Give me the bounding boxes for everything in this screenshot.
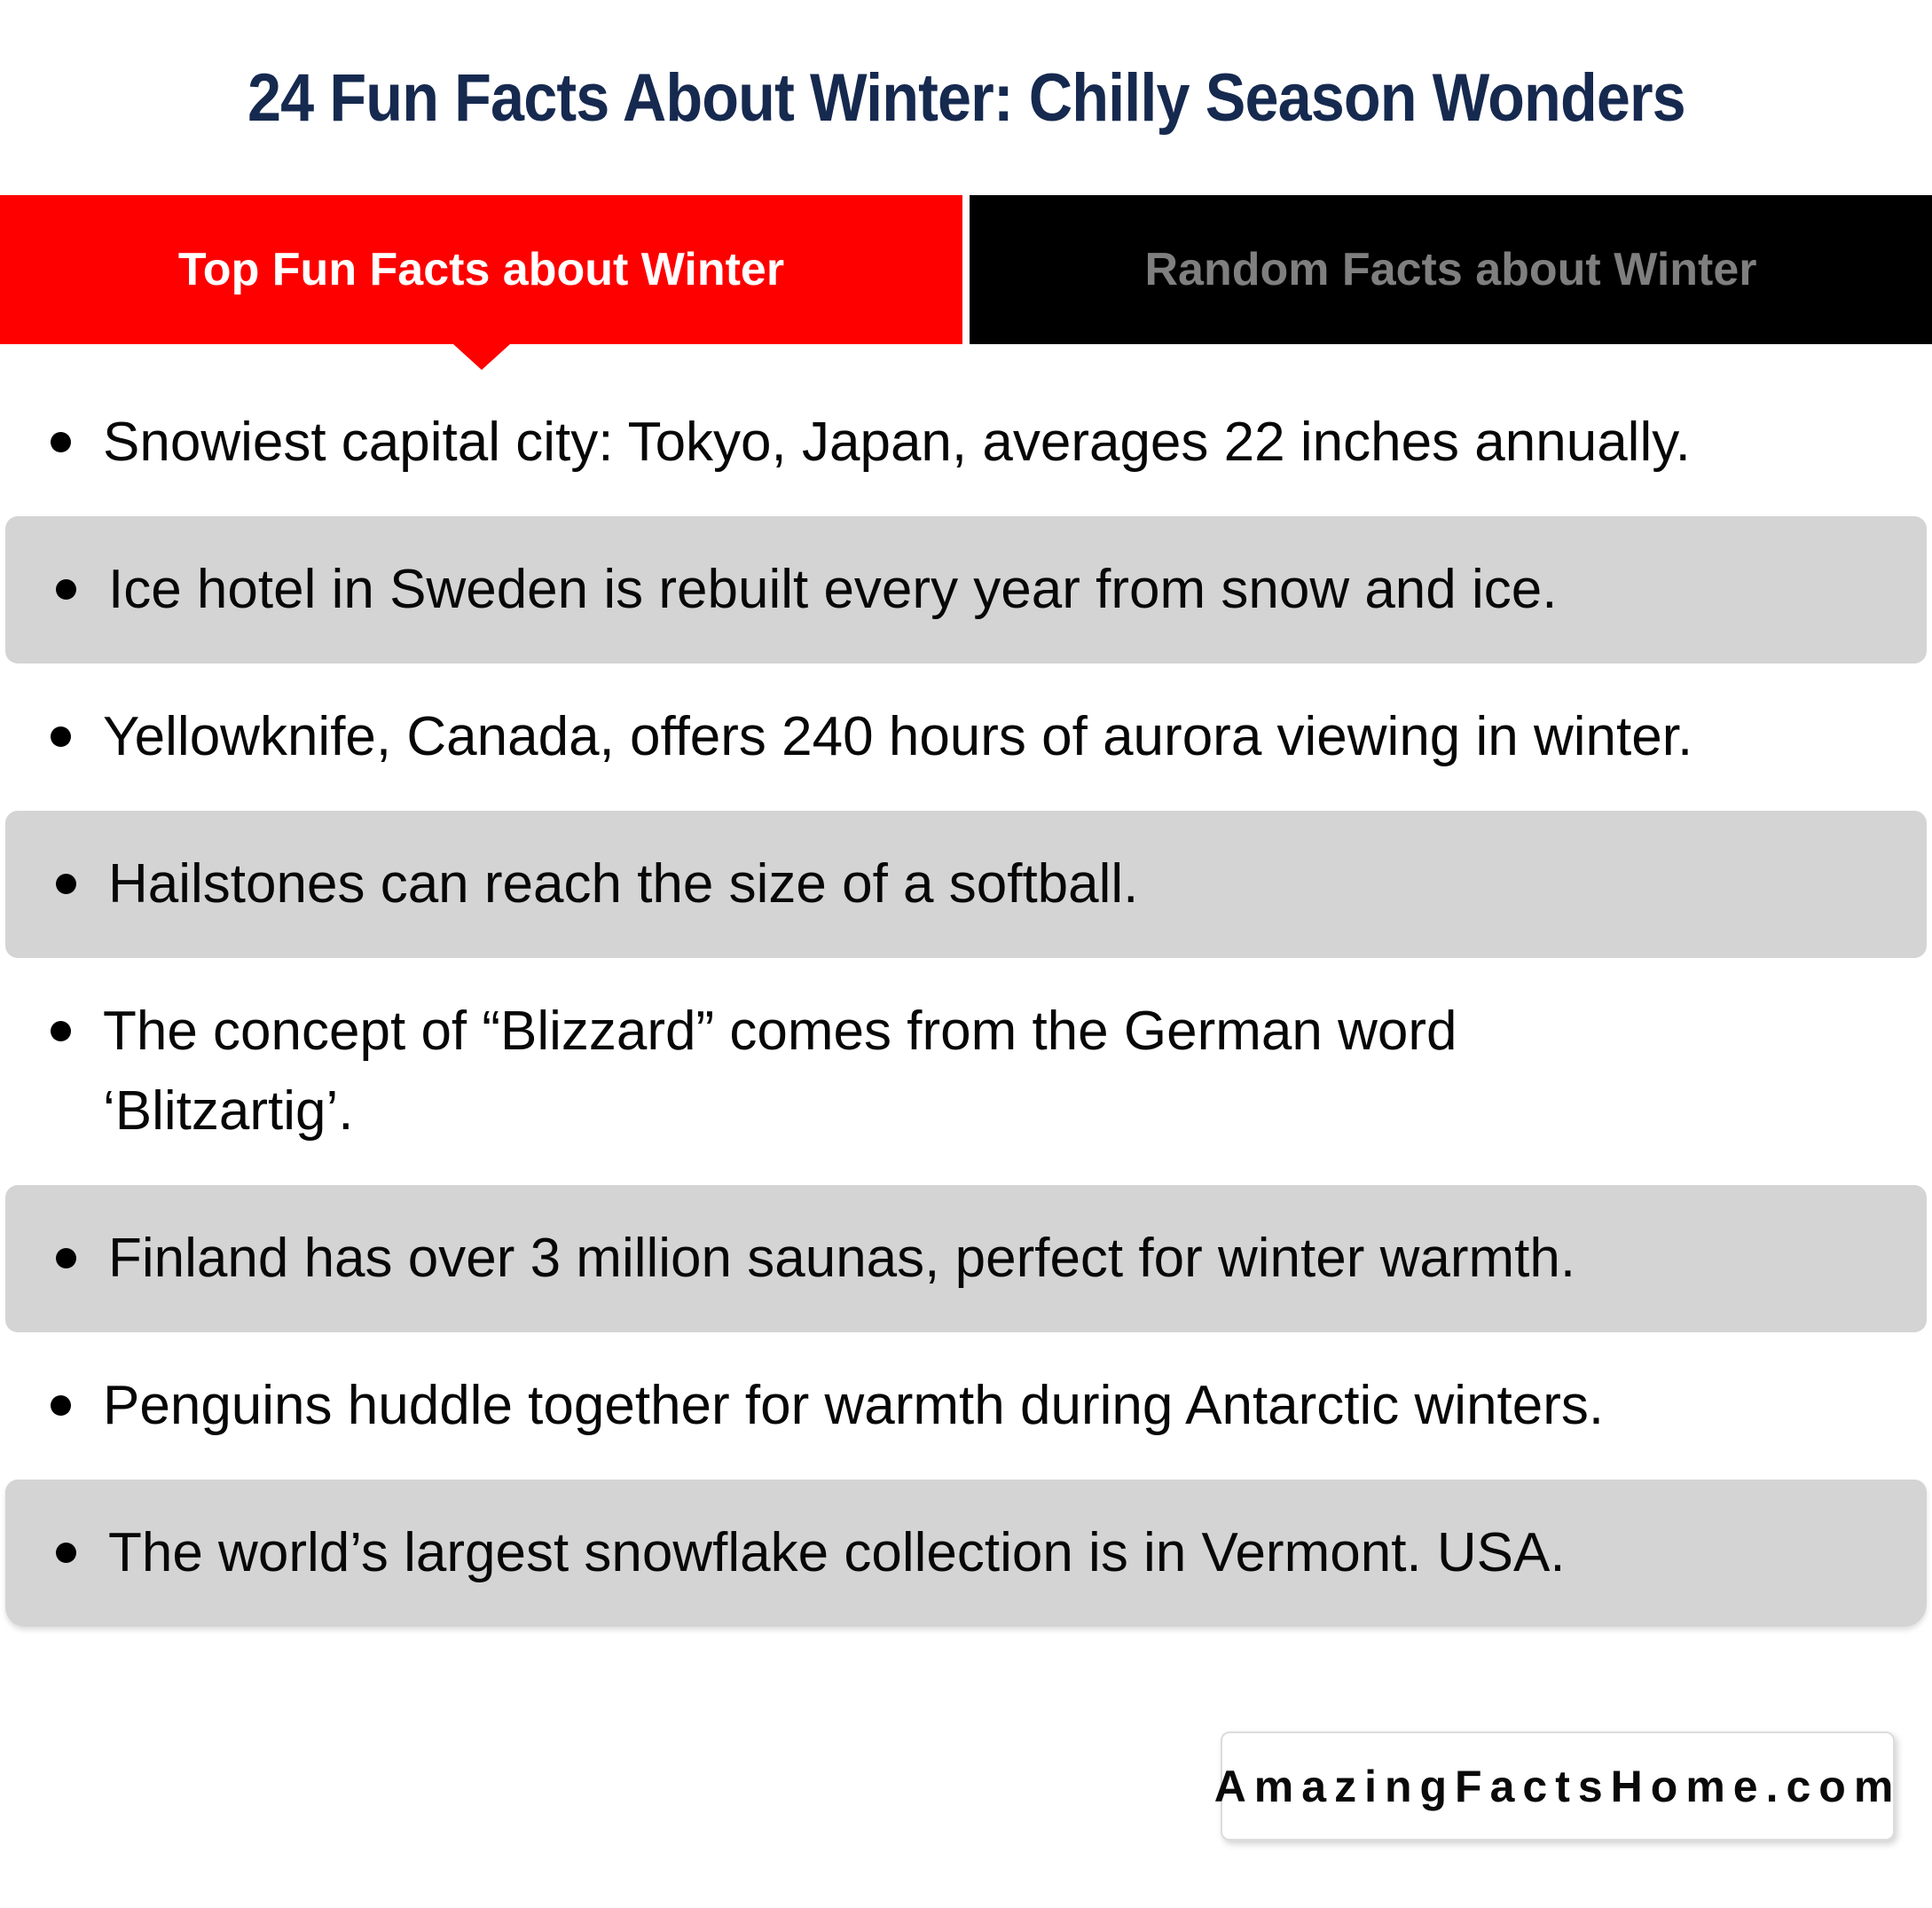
tab-top-fun-facts-label: Top Fun Facts about Winter xyxy=(177,244,785,295)
fact-item xyxy=(0,958,1932,1185)
tab-random-facts[interactable] xyxy=(970,195,1932,344)
fact-text: Hailstones can reach the size of a softball. xyxy=(108,853,1139,915)
fact-item xyxy=(5,1185,1927,1332)
fact-text: The world’s largest snowflake collection is in Vermont. USA. xyxy=(108,1522,1566,1583)
fact-text: Ice hotel in Sweden is rebuilt every year from snow and ice. xyxy=(108,559,1558,620)
bullet-icon xyxy=(51,1021,71,1041)
facts-list xyxy=(0,369,1932,1627)
active-tab-pointer-icon xyxy=(453,344,510,370)
tab-top-fun-facts[interactable] xyxy=(0,195,962,344)
fact-text: Yellowknife, Canada, offers 240 hours of aurora viewing in winter. xyxy=(103,706,1693,767)
fact-text: The concept of “Blizzard” comes from the German word ‘Blitzartig’. xyxy=(103,1001,1457,1142)
fact-item xyxy=(0,1332,1932,1480)
bullet-icon xyxy=(56,874,76,894)
fact-item xyxy=(5,1480,1927,1627)
title-bar xyxy=(0,0,1932,195)
bullet-icon xyxy=(56,1248,76,1268)
bullet-icon xyxy=(56,579,76,600)
tab-bar xyxy=(0,195,1932,344)
page-title: 24 Fun Facts About Winter: Chilly Season Wonders xyxy=(247,59,1685,136)
fact-item xyxy=(5,516,1927,663)
tab-divider xyxy=(962,195,970,344)
fact-item xyxy=(5,811,1927,958)
fact-text: Penguins huddle together for warmth during Antarctic winters. xyxy=(103,1375,1605,1436)
bullet-icon xyxy=(51,726,71,747)
watermark-badge xyxy=(1213,1731,1902,1841)
fact-item xyxy=(0,663,1932,811)
bullet-icon xyxy=(51,1395,71,1416)
fact-text: Snowiest capital city: Tokyo, Japan, averages 22 inches annually. xyxy=(103,412,1691,473)
bullet-icon xyxy=(56,1543,76,1563)
fact-text: Finland has over 3 million saunas, perfect for winter warmth. xyxy=(108,1228,1576,1289)
fact-item xyxy=(0,369,1932,516)
tab-random-facts-label: Random Facts about Winter xyxy=(1144,244,1757,295)
bullet-icon xyxy=(51,432,71,452)
watermark-text: AmazingFactsHome.com xyxy=(1213,1761,1902,1811)
